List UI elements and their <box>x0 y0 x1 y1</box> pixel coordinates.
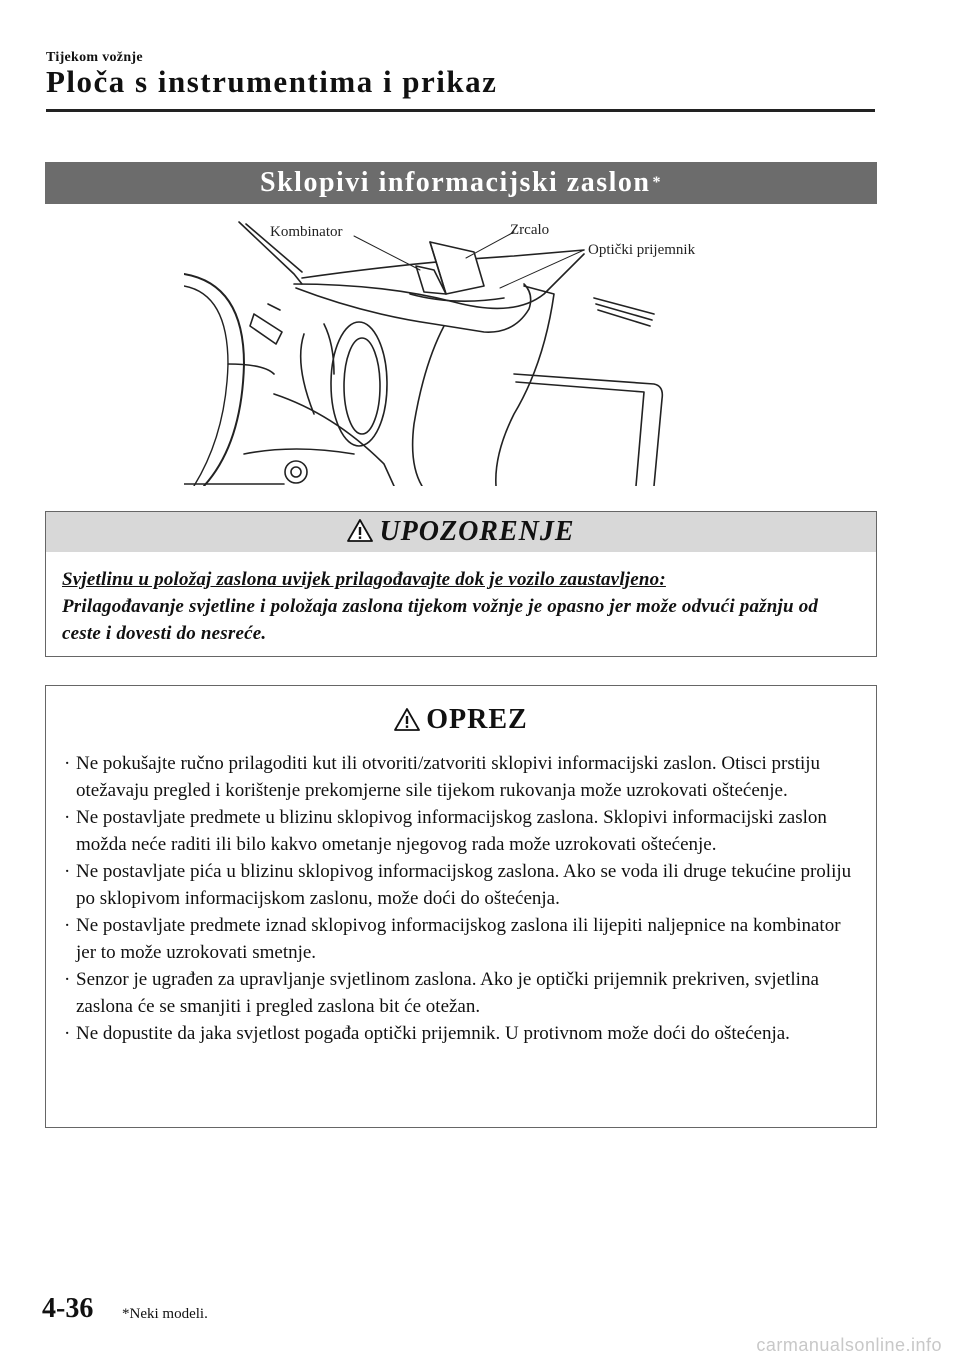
warning-body <box>46 552 876 659</box>
callout-zrcalo: Zrcalo <box>510 222 550 238</box>
caution-item: · Ne postavljate predmete u blizinu sklopivog informacijskog zaslona. Sklopivi informacijski zaslon možda neće raditi ili bilo kakvo ometanje njegovog rada može uzrokovati oštećenje. <box>64 804 856 858</box>
warning-text: Prilagođavanje svjetline i položaja zaslona tijekom vožnje je opasno jer može odvući pažnju od ceste i dovesti do nesreće. <box>62 596 819 644</box>
caution-item: · Senzor je ugrađen za upravljanje svjetlinom zaslona. Ako je optički prijemnik prekriven, svjetlina zaslona će se smanjiti i pregled zaslona bit će otežan. <box>64 966 856 1020</box>
callout-opticki-prijemnik: Optički prijemnik <box>588 242 696 258</box>
page-number: 4-36 <box>42 1293 94 1324</box>
callout-kombinator: Kombinator <box>270 224 343 240</box>
caution-item: · Ne postavljate predmete iznad sklopivog informacijskog zaslona ili lijepiti naljepnice na kombinator jer to može uzrokovati smetnje. <box>64 912 856 966</box>
banner-asterisk: * <box>652 174 662 191</box>
warning-icon <box>394 707 420 736</box>
section-banner <box>45 162 877 204</box>
caution-list <box>46 736 876 1063</box>
section-label: Tijekom vožnje <box>46 50 143 65</box>
warning-box <box>45 511 877 657</box>
title-rule <box>46 109 875 112</box>
warning-lead: Svjetlinu u položaj zaslona uvijek prilagođavajte dok je vozilo zaustavljeno: <box>62 569 666 590</box>
caution-item: · Ne postavljate pića u blizinu sklopivog informacijskog zaslona. Ako se voda ili druge tekućine proliju po sklopivom informacijskom zaslonu, može doći do oštećenja. <box>64 858 856 912</box>
caution-title: OPREZ <box>426 704 528 735</box>
caution-box <box>45 685 877 1128</box>
footnote: *Neki modeli. <box>122 1306 208 1322</box>
warning-title: UPOZORENJE <box>379 516 575 547</box>
caution-item: · Ne dopustite da jaka svjetlost pogađa optički prijemnik. U protivnom može doći do oštećenja. <box>64 1020 856 1047</box>
dashboard-figure <box>184 214 744 486</box>
banner-title: Sklopivi informacijski zaslon <box>260 167 651 198</box>
warning-header <box>46 512 876 552</box>
caution-header <box>46 686 876 736</box>
caution-item: · Ne pokušajte ručno prilagoditi kut ili otvoriti/zatvoriti sklopivi informacijski zaslon. Otisci prstiju otežavaju pregled i korištenje prekomjerne sile tijekom rukovanja može uzrokovati oštećenje. <box>64 750 856 804</box>
page-title: Ploča s instrumentima i prikaz <box>46 64 498 99</box>
watermark: carmanualsonline.info <box>756 1335 942 1355</box>
warning-icon <box>347 518 373 547</box>
